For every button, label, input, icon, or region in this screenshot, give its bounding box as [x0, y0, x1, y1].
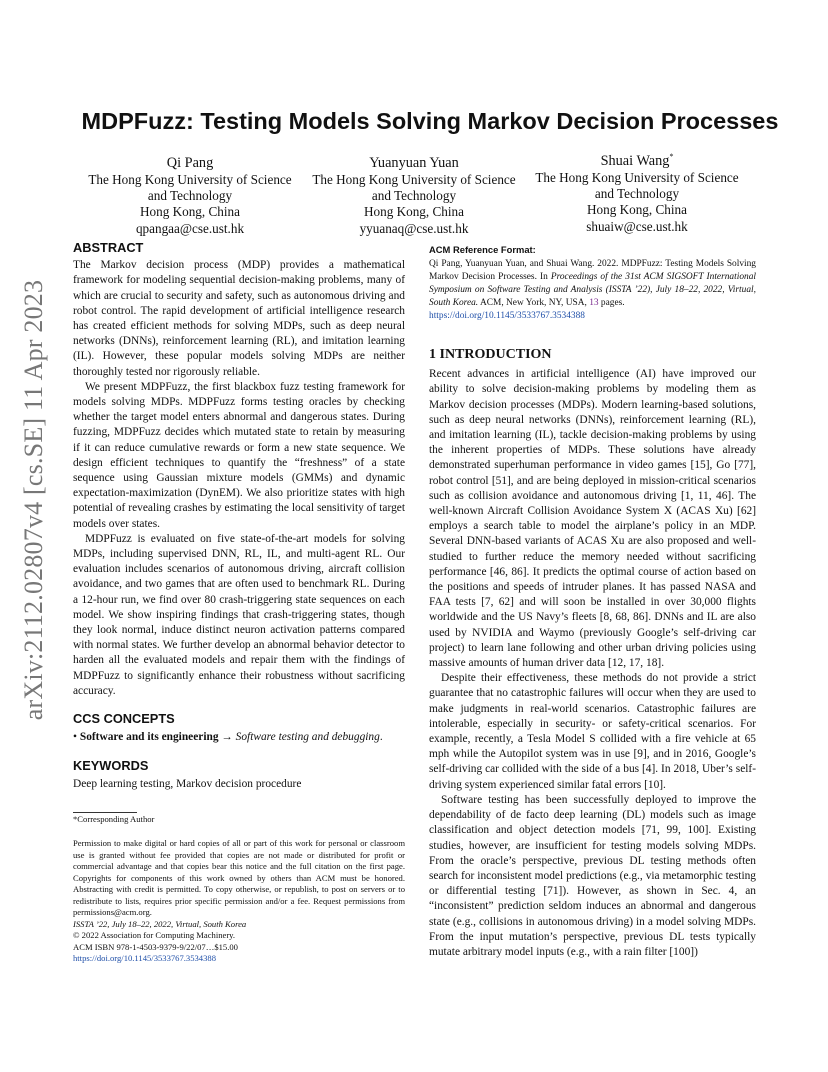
author-affiliation: and Technology [147, 188, 233, 204]
footnote-rule [73, 812, 137, 813]
doi-link[interactable]: https://doi.org/10.1145/3533767.3534388 [429, 311, 585, 321]
arxiv-sidebar [14, 279, 54, 721]
ccs-concepts: • Software and its engineering → Software testing and debugging. [73, 731, 383, 744]
author-affiliation: The Hong Kong University of Science [535, 169, 739, 185]
paper-title: MDPFuzz: Testing Models Solving Markov Decision Processes [81, 108, 779, 134]
left-column [73, 240, 405, 792]
venue-line: ISSTA ’22, July 18–22, 2022, Virtual, South Korea [73, 918, 247, 929]
abstract-paragraph: We present MDPFuzz, the first blackbox fuzz testing framework for models solving MDPs. MDPFuzz forms testing oracles by checking whether the target model enters abnormal and dangerous states. During fuzzing, MDPFuzz decides which mutated state to retain by measuring if it can reduce cumulative rewards or form a new state sequence. We design efficient techniques to quantify the “freshness” of a state sequence using Gaussian mixture models (GMMs) and dynamic expectation-maximization (DynEM). We also prioritize states with high potential of revealing crashes by estimating the local sensitivity of target models over states. [73, 380, 405, 530]
permission-text: Permission to make digital or hard copies of all or part of this work for personal or classroom use is granted without fee provided that copies are not made or distributed for profit or commercial advantage and that copies bear this notice and the full citation on the first page. Copyrights for components of this work owned by others than ACM must be honored. Abstracting with credit is permitted. To copy otherwise, or republish, to post on servers or to redistribute to lists, requires prior specific permission and/or a fee. Request permissions from permissions@acm.org. [73, 838, 405, 917]
author-affiliation: The Hong Kong University of Science [88, 171, 292, 187]
right-column [429, 243, 756, 960]
author-email[interactable]: yyuanaq@cse.ust.hk [359, 220, 469, 236]
ccs-heading: CCS CONCEPTS [73, 711, 175, 727]
intro-paragraph: Despite their effectiveness, these methods do not provide a strict guarantee that no catastrophic failures will occur when they are used to make judgments in real-world scenarios. Catastrophic failures are intolerable, especially in security- or safety-critical scenarios. For example, recently, a Tesla Model S collided with a fire vehicle at 65 mph while the Autopilot system was in use [9], and in 2016, Google’s self-driving car collided with the side of a bus [4]. In 2018, Uber’s self-driving system experienced similar fatal errors [10]. [429, 672, 756, 791]
permission-block [73, 838, 405, 965]
acm-reference-heading: ACM Reference Format: [429, 244, 536, 255]
footnote: *Corresponding Author [73, 814, 155, 824]
author-location: Hong Kong, China [363, 204, 464, 220]
abstract-heading: ABSTRACT [73, 240, 144, 255]
pages-link[interactable]: 13 [589, 298, 599, 308]
author-email[interactable]: qpangaa@cse.ust.hk [135, 220, 245, 236]
doi-link[interactable]: https://doi.org/10.1145/3533767.3534388 [73, 953, 216, 963]
author-name: Qi Pang [166, 154, 214, 171]
intro-paragraph: Recent advances in artificial intelligence (AI) have improved our ability to solve decision-making problems by modeling them as Markov decision processes (MDPs). Modern learning-based solutions, such as deep neural networks (DNNs), reinforcement learning (RL), and imitation learning (IL), tackle decision-making problems by using the inherent properties of MDPs. These solutions have already demonstrated superhuman performance in video games [15], Go [77], robot control [51], and are being deployed in mission-critical scenarios such as collision avoidance and autonomous driving [1, 11, 46]. The well-known Aircraft Collision Avoidance System X (ACAS Xu) [62] employs a search table to model the airplane’s policy in an MDP. Several DNN-based variants of ACAS Xu are also proposed and well-studied to further reduce the memory needed without sacrificing performance [46, 86]. It predicts the optimal course of action based on the positions and speeds of intruder planes. It has passed NASA and FAA tests [7, 62] and will soon be installed in over 30,000 flights worldwide and the US Navy’s fleets [8, 68, 86]. DNNs and IL are also used by NVIDIA and Waymo (previously Google’s self-driving car project) to learn lane following and other urban driving policies using massive amounts of human driver data [12, 17, 18]. [429, 368, 756, 670]
author-block [75, 148, 305, 237]
abstract-paragraph: The Markov decision process (MDP) provides a mathematical framework for modeling sequential decision-making problems, many of which are crucial to security and safety, such as autonomous driving and robot control. The rapid development of artificial intelligence research has created efficient methods for solving MDPs, such as deep neural networks (DNNs), reinforcement learning (RL), and imitation learning (IL). However, these popular models solving MDPs are neither thoroughly tested nor rigorously reliable. [73, 259, 405, 378]
author-name: Yuanyuan Yuan [369, 154, 459, 171]
arxiv-identifier[interactable]: arXiv:2112.02807v4 [cs.SE] 11 Apr 2023 [19, 279, 48, 721]
intro-paragraph: Software testing has been successfully deployed to improve the dependability of de facto deep learning (DL) models such as image classification and object detection models [71, 99, 100]. Existing studies, however, are insufficient for testing models solving MDPs. From the oracle’s perspective, previous DL testing methods often search for inconsistent model predictions (e.g., via metamorphic testing or differential testing [71]). However, as shown in Sec. 4, an “inconsistent” prediction seldom induces an abnormal and dangerous state (e.g., collisions in autonomous driving) in a model solving MDPs. From the input mutation’s perspective, previous DL tests typically mutate arbitrary model inputs (e.g., with a rain filter [100]) [429, 793, 756, 958]
author-block [522, 148, 752, 235]
keywords-text: Deep learning testing, Markov decision procedure [73, 777, 302, 790]
author-location: Hong Kong, China [586, 202, 687, 218]
section-heading: 1 INTRODUCTION [429, 347, 552, 362]
copyright-line: © 2022 Association for Computing Machinery. [73, 930, 236, 940]
author-affiliation: and Technology [371, 188, 457, 204]
author-name: Shuai Wang* [600, 152, 674, 169]
author-affiliation: The Hong Kong University of Science [312, 171, 516, 187]
author-affiliation: and Technology [594, 186, 680, 202]
isbn-line: ACM ISBN 978-1-4503-9379-9/22/07…$15.00 [73, 941, 238, 952]
abstract-paragraph: MDPFuzz is evaluated on five state-of-the-art models for solving MDPs, including supervised DNN, RL, IL, and multi-agent RL. Our evaluation includes scenarios of autonomous driving, aircraft collision avoidance, and two games that are often used to benchmark RL. During a 12-hour run, we find over 80 crash-triggering state sequences on each model. We show inspiring findings that crash-triggering states, though they look normal, induce distinct neuron activation patterns compared with normal states. We further develop an abnormal behavior detector to harden all the evaluated models and repair them with the findings of MDPFuzz to significantly enhance their robustness without sacrificing accuracy. [73, 532, 405, 697]
author-location: Hong Kong, China [139, 204, 240, 220]
author-email[interactable]: shuaiw@cse.ust.hk [586, 218, 688, 234]
footnote-block [73, 814, 405, 826]
author-block [299, 148, 529, 237]
acm-reference: ACM Reference Format: Qi Pang, Yuanyuan Yuan, and Shuai Wang. 2022. MDPFuzz: Testing Models Solving Markov Decision Processes. In Proceedings of the 31st ACM SIGSOFT International Symposium on Software Testing and Analysis (ISSTA ’22), July 18–22, 2022, Virtual, South Korea. ACM, New York, NY, USA, 13 pages. https://doi.org/10.1145/3533767.3534388 [429, 244, 756, 321]
keywords-heading: KEYWORDS [73, 757, 149, 773]
